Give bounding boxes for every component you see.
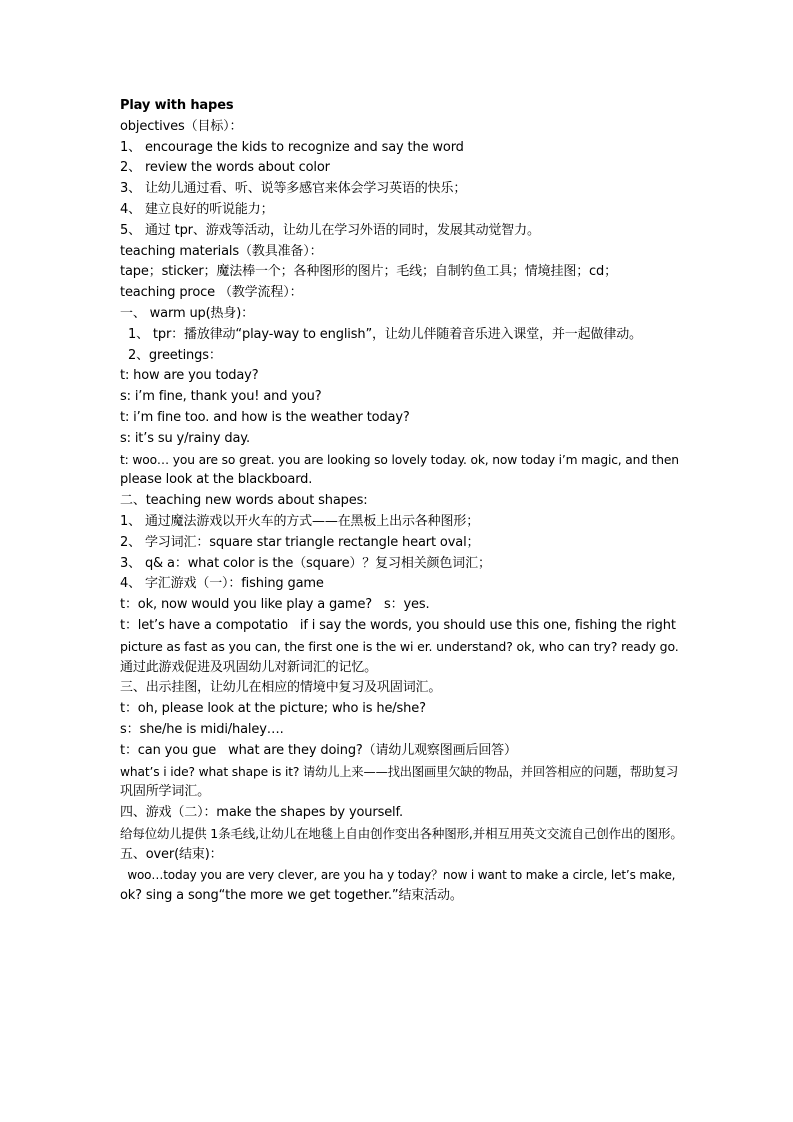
section-heading: 一、 warm up(热身)：	[120, 305, 255, 321]
objectives-heading: objectives（目标）：	[120, 118, 243, 134]
paragraph-line: what’s i ide? what shape is it? 请幼儿上来——找出图画里欠缺的物品，并回答相应的问题，帮助复习	[120, 764, 679, 779]
materials-list: tape；sticker；魔法棒一个；各种图形的图片；毛线；自制钓鱼工具；情境挂图；cd；	[120, 264, 618, 280]
dialogue-line: t: how are you today?	[120, 368, 259, 384]
materials-heading: teaching materials（教具准备）：	[120, 243, 323, 259]
objective-item: 4、 建立良好的听说能力；	[120, 201, 274, 217]
step-item: 1、 通过魔法游戏以开火车的方式——在黑板上出示各种图形；	[120, 513, 480, 529]
paragraph-line: ok? sing a song“the more we get together.”结束活动。	[120, 888, 463, 904]
dialogue-line: t：oh, please look at the picture; who is he/she?	[120, 701, 426, 717]
document-page	[120, 96, 685, 907]
dialogue-line: s：she/he is midi/haley….	[120, 721, 284, 737]
paragraph-line: 通过此游戏促进及巩固幼儿对新词汇的记忆。	[120, 659, 378, 675]
objective-item: 3、 让幼儿通过看、听、说等多感官来体会学习英语的快乐；	[120, 181, 467, 197]
procedure-heading: teaching proce （教学流程）：	[120, 285, 303, 301]
dialogue-line: s: i’m fine, thank you! and you?	[120, 389, 322, 405]
step-item: 1、 tpr：播放律动“play-way to english”，让幼儿伴随着音乐进入课堂，并一起做律动。	[120, 326, 642, 342]
objective-item: 2、 review the words about color	[120, 160, 330, 176]
dialogue-line: picture as fast as you can, the first one is the wi er. understand? ok, who can try? ready go.	[120, 638, 679, 654]
dialogue-line: t：can you gue what are they doing?（请幼儿观察图画后回答）	[120, 742, 517, 758]
document-title: Play with hapes	[120, 98, 234, 113]
dialogue-line: t: woo… you are so great. you are looking so lovely today. ok, now today i’m magic, and then	[120, 452, 679, 467]
paragraph-line: woo…today you are very clever, are you ha y today？now i want to make a circle, let’s make,	[120, 868, 676, 883]
paragraph-line: 巩固所学词汇。	[120, 784, 210, 800]
section-heading: 三、出示挂图，让幼儿在相应的情境中复习及巩固词汇。	[120, 680, 442, 696]
dialogue-line: t：let’s have a compotatio if i say the words, you should use this one, fishing the right	[120, 617, 676, 633]
dialogue-line: s: it’s su y/rainy day.	[120, 430, 250, 446]
section-heading: 二、teaching new words about shapes:	[120, 493, 368, 509]
dialogue-line: please look at the blackboard.	[120, 472, 313, 488]
dialogue-line: t：ok, now would you like play a game? s：yes.	[120, 597, 430, 613]
step-item: 2、greetings：	[120, 347, 222, 363]
step-item: 3、 q& a：what color is the（square）？复习相关颜色词汇；	[120, 555, 491, 571]
paragraph-line: 给每位幼儿提供 1条毛线,让幼儿在地毯上自由创作变出各种图形,并相互用英文交流自己创作出的图形。	[120, 825, 683, 841]
step-item: 4、 字汇游戏（一）：fishing game	[120, 576, 324, 592]
objective-item: 5、 通过 tpr、游戏等活动，让幼儿在学习外语的同时，发展其动觉智力。	[120, 222, 540, 238]
section-heading: 五、over(结束)：	[120, 846, 223, 862]
section-heading: 四、游戏（二）：make the shapes by yourself.	[120, 805, 403, 821]
step-item: 2、 学习词汇：square star triangle rectangle heart oval；	[120, 534, 480, 550]
objective-item: 1、 encourage the kids to recognize and say the word	[120, 139, 464, 155]
dialogue-line: t: i’m fine too. and how is the weather today?	[120, 409, 410, 425]
